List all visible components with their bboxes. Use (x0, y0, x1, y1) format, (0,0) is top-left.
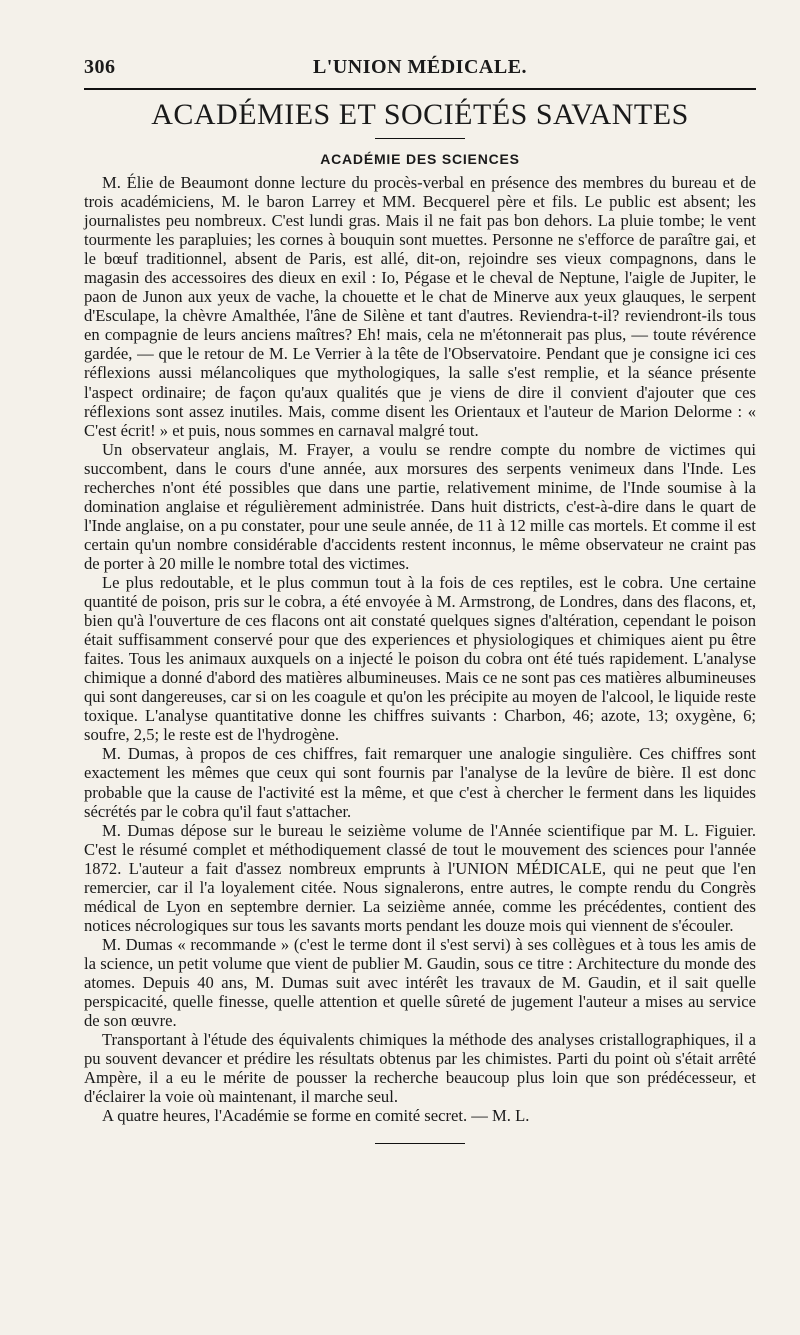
end-rule (375, 1143, 465, 1144)
paragraph: M. Dumas « recommande » (c'est le terme dont il s'est servi) à ses collègues et à tous les amis de la science, un petit volume que vient de publier M. Gaudin, sous ce titre : Architecture du monde des atomes. Depuis 40 ans, M. Dumas suit avec intérêt les travaux de M. Gaudin, et il sait quelle perspicacité, quelle finesse, quelle attention et quelle sûreté de jugement l'auteur a mises au service de son œuvre. (84, 934, 756, 1031)
section-title: ACADÉMIES ET SOCIÉTÉS SAVANTES (151, 98, 689, 131)
running-head (84, 56, 756, 86)
section-divider (375, 138, 465, 139)
page-number: 306 (84, 56, 116, 78)
article-body (84, 173, 756, 1125)
paragraph: M. Élie de Beaumont donne lecture du procès-verbal en présence des membres du bureau et de trois académiciens, M. le baron Larrey et MM. Becquerel père et fils. Le public est absent; les journalistes peu nombreux. C'est lundi gras. Mais il ne fait pas bon dehors. La pluie tombe; le vent tourmente les parapluies; les cornes à bouquin sont muettes. Personne ne s'efforce de paraître gai, et le bœuf traditionnel, absent de Paris, est allé, dit-on, rejoindre ses vieux compagnons, dans le magasin des accessoires des dieux en exil : Io, Pégase et le cheval de Neptune, l'aigle de Jupiter, le paon de Junon aux yeux de vache, la chouette et le chat de Minerve aux yeux glauques, le serpent d'Esculape, la chèvre Amalthée, l'âne de Silène et tant d'autres. Reviendra-t-il? reviendront-ils tous en compagnie de leurs anciens maîtres? Eh! mais, cela ne m'étonnerait pas plus, — toute révérence gardée, — que le retour de M. Le Verrier à la tête de l'Observatoire. Pendant que je consigne ici ces réflexions aussi mélancoliques que mythologiques, la salle s'est remplie, et la séance présente l'aspect ordinaire; de façon qu'aux qualités que je viens de dire il convient d'ajouter que ces réflexions sont assez inutiles. Mais, comme disent les Orientaux et l'auteur de Marion Delorme : « C'est écrit! » et puis, nous sommes en carnaval malgré tout. (84, 173, 756, 440)
paragraph: Transportant à l'étude des équivalents chimiques la méthode des analyses cristallographiques, il a pu souvent devancer et prédire les résultats obtenus par les chimistes. Parti du point où s'était arrêté Ampère, il a eu le mérite de pousser la recherche beaucoup plus loin que son prédécesseur, et d'éclairer la voie où maintenant, il marche seul. (84, 1030, 756, 1107)
paragraph: M. Dumas dépose sur le bureau le seizième volume de l'Année scientifique par M. L. Figuier. C'est le résumé complet et méthodiquement classé de tout le mouvement des sciences pour l'année 1872. L'auteur a fait d'assez nombreux emprunts à l'UNION MÉDICALE, qui ne peut que l'en remercier, car il l'a loyalement citée. Nous signalerons, entre autres, le compte rendu du Congrès médical de Lyon en septembre dernier. La seizième année, comme les précédentes, contient des notices nécrologiques sur tous les savants morts pendant les douze mois qui viennent de s'écouler. (84, 820, 756, 935)
paragraph: Le plus redoutable, et le plus commun tout à la fois de ces reptiles, est le cobra. Une certaine quantité de poison, pris sur le cobra, a été envoyée à M. Armstrong, de Londres, dans des flacons, et, bien qu'à l'ouverture de ces flacons ont ait constaté quelques signes d'altération, cependant le poison était suffisamment conservé pour que des experiences et physiologiques et chimiques aient pu être faites. Tous les animaux auxquels on a injecté le poison du cobra ont été tués rapidement. L'analyse chimique a donné d'abord des matières albumineuses. Mais ce ne sont pas ces matières albumineuses qui sont dangereuses, car si on les coagule et qu'on les précipite au moyen de l'alcool, le liquide reste toxique. L'analyse quantitative donne les chiffres suivants : Charbon, 46; azote, 13; oxygène, 6; soufre, 2,5; le reste est de l'hydrogène. (84, 572, 756, 745)
journal-title: L'UNION MÉDICALE. (312, 56, 528, 78)
paragraph: M. Dumas, à propos de ces chiffres, fait remarquer une analogie singulière. Ces chiffres sont exactement les mêmes que ceux qui sont fournis par l'analyse de la levûre de bière. Il est donc probable que la cause de l'activité est la même, et que c'est à chercher le ferment dans les liquides sécrétés par le cobra qu'il faut s'attacher. (84, 744, 756, 821)
header-rule (84, 88, 756, 90)
paragraph: A quatre heures, l'Académie se forme en comité secret. — M. L. (102, 1106, 530, 1126)
paragraph: Un observateur anglais, M. Frayer, a voulu se rendre compte du nombre de victimes qui succombent, dans le cours d'une année, aux morsures des serpents venimeux dans l'Inde. Les recherches n'ont été possibles que dans une partie, relativement minime, de l'Inde soumise à la domination anglaise et régulièrement administrée. Dans huit districts, c'est-à-dire dans le quart de l'Inde anglaise, on a pu constater, pour une seule année, de 11 à 12 mille cas mortels. Et comme il est certain qu'un nombre considérable d'accidents restent inconnus, le même observateur ne craint pas de porter à 20 mille le nombre total des victimes. (84, 439, 756, 573)
subsection-title: ACADÉMIE DES SCIENCES (320, 151, 520, 167)
